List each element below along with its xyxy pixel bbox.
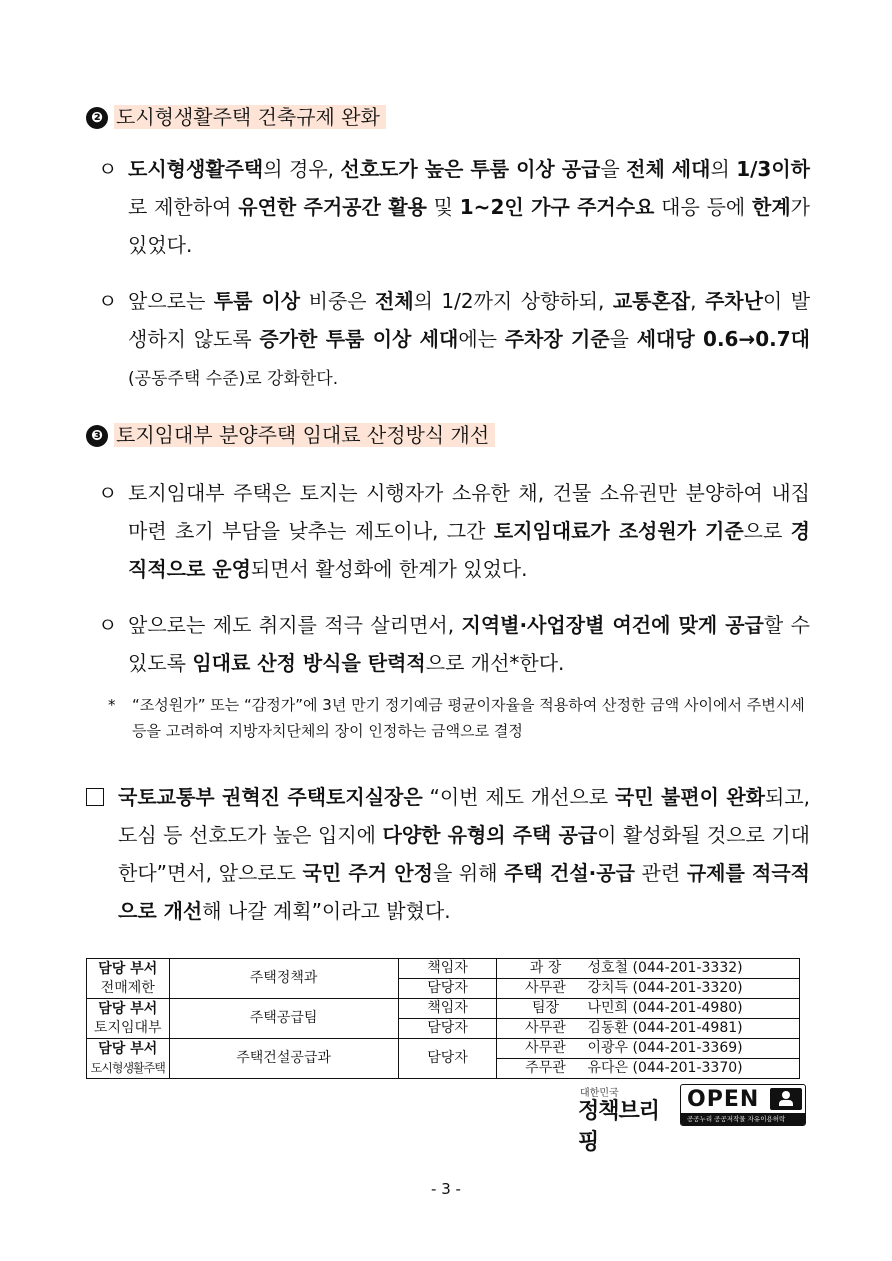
team-cell: 주택정책과 [169, 959, 398, 999]
team-cell: 주택공급팀 [169, 999, 398, 1039]
page-number: - 3 - [431, 1180, 461, 1198]
attribution-person-icon [770, 1088, 802, 1110]
body-text: 가 있었다. [128, 195, 810, 257]
emphasis-text: 국민 주거 안정 [302, 861, 433, 885]
dept-label: 담당 부서 [98, 1000, 158, 1017]
role-cell: 담당자 [398, 979, 497, 999]
person-cell [497, 959, 800, 979]
emphasis-text: 1~2인 가구 주거수요 [459, 195, 655, 219]
paragraph-1 [98, 150, 810, 264]
bullet-icon: ㅇ [98, 289, 118, 313]
emphasis-text: 국민 불편이 완화 [614, 785, 765, 809]
body-text: “이번 제도 개선으로 [422, 785, 615, 809]
body-text: 되고, 도심 등 선호도가 높은 입지에 [118, 785, 810, 847]
body-text: 이 발생하지 않도록 [128, 289, 811, 351]
emphasis-text: 증가한 투룸 이상 세대 [259, 327, 459, 351]
paragraph-4 [98, 606, 810, 682]
dept-subject: 전매제한 [100, 979, 155, 996]
emphasis-text: 국토교통부 권혁진 주택토지실장은 [118, 785, 423, 809]
body-text: 의 경우, [263, 157, 341, 181]
role-cell: 책임자 [398, 959, 497, 979]
body-text: 앞으로는 제도 취지를 적극 살리면서, [128, 613, 462, 637]
policy-briefing-logo: 대한민국 정책브리핑 [578, 1088, 660, 1155]
person-name: 강치득 (044-201-3320) [587, 980, 743, 996]
body-text: 의 [710, 157, 737, 181]
body-text: 로 제한하여 [128, 195, 239, 219]
body-text: 에는 [458, 327, 505, 351]
footnote [108, 692, 808, 744]
body-text: 비중은 [300, 289, 375, 313]
emphasis-text: 주택 건설·공급 [504, 861, 635, 885]
emphasis-text: 도시형생활주택 [128, 157, 264, 181]
dept-subject: 토지임대부 [93, 1019, 162, 1036]
body-text: 의 1/2까지 상향하되, [413, 289, 613, 313]
person-title: 주무관 [525, 1060, 566, 1076]
dept-label: 담당 부서 [98, 960, 158, 977]
person-title: 사무관 [525, 1040, 566, 1056]
role-cell: 담당자 [398, 1039, 497, 1079]
bullet-icon: ㅇ [98, 613, 118, 637]
emphasis-text: 주차장 기준 [504, 327, 610, 351]
footnote-text: “조성원가” 또는 “감정가”에 3년 만기 정기예금 평균이자율을 적용하여 산정한 금액 사이에서 주변시세 등을 고려하여 지방자치단체의 장이 인정하는 금액으로 결정 [132, 696, 805, 740]
section-number: ❷ [86, 107, 108, 129]
checkbox-square-icon [86, 788, 104, 806]
section-title: 토지임대부 분양주택 임대료 산정방식 개선 [114, 423, 495, 447]
emphasis-text: 경직적으로 운영 [128, 519, 810, 581]
kogl-open-logo: OPEN 공공누리 공공저작물 자유이용허락 [680, 1084, 806, 1126]
person-cell [497, 999, 800, 1019]
person-name: 이광우 (044-201-3369) [587, 1040, 743, 1056]
contact-table [86, 958, 800, 1079]
section-heading-2 [86, 102, 386, 132]
emphasis-text: 세대당 0.6→0.7대 [636, 327, 810, 351]
body-text: 할 수 있도록 [128, 613, 810, 675]
body-text: 토지임대부 주택은 토지는 시행자가 소유한 채, 건물 소유권만 분양하여 내집 마련 초기 부담을 낮추는 제도이나, 그간 [128, 481, 810, 543]
team-cell: 주택건설공급과 [169, 1039, 398, 1079]
body-text: (공동주택 수준)로 강화한다. [128, 369, 339, 389]
dept-label: 담당 부서 [98, 1040, 158, 1057]
person-cell [497, 1059, 800, 1079]
emphasis-text: 선호도가 높은 투룸 이상 공급 [340, 157, 601, 181]
person-name: 유다은 (044-201-3370) [587, 1060, 743, 1076]
emphasis-text: 전체 세대 [626, 157, 711, 181]
paragraph-body [128, 150, 810, 264]
body-text: 해 나갈 계획”이라고 밝혔다. [202, 899, 451, 923]
emphasis-text: 투룸 이상 [213, 289, 301, 313]
body-text: 이 활성화될 것으로 기대한다”면서, 앞으로도 [118, 823, 810, 885]
emphasis-text: 전체 [375, 289, 414, 313]
person-title: 과 장 [529, 960, 562, 976]
emphasis-text: 다양한 유형의 주택 공급 [382, 823, 598, 847]
dept-cell [87, 999, 170, 1039]
quote-body [118, 778, 810, 930]
paragraph-body [128, 474, 810, 588]
person-title: 팀장 [531, 1000, 559, 1016]
emphasis-text: 한계 [752, 195, 791, 219]
body-text: 으로 [743, 519, 791, 543]
body-text: 앞으로는 [128, 289, 214, 313]
person-cell [497, 979, 800, 999]
body-text: 을 [600, 157, 627, 181]
paragraph-body [128, 606, 810, 682]
paragraph-body [128, 282, 810, 398]
section-heading-3 [86, 420, 495, 450]
person-cell [497, 1019, 800, 1039]
body-text: , [690, 289, 705, 313]
dept-cell [87, 1039, 170, 1079]
person-name: 성호철 (044-201-3332) [587, 960, 743, 976]
body-text: 및 [426, 195, 460, 219]
paragraph-3 [98, 474, 810, 588]
bullet-icon: ㅇ [98, 481, 118, 505]
dept-subject: 도시형생활주택 [90, 1060, 165, 1075]
emphasis-text: 규제를 적극적으로 개선 [118, 861, 810, 923]
section-number: ❸ [86, 425, 108, 447]
person-cell [497, 1039, 800, 1059]
table-row [87, 999, 800, 1019]
bullet-icon: ㅇ [98, 157, 118, 181]
emphasis-text: 교통혼잡 [612, 289, 691, 313]
emphasis-text: 지역별·사업장별 여건에 맞게 공급 [461, 613, 764, 637]
body-text: 을 [609, 327, 637, 351]
body-text: 대응 등에 [654, 195, 753, 219]
role-cell: 책임자 [398, 999, 497, 1019]
role-cell: 담당자 [398, 1019, 497, 1039]
paragraph-2 [98, 282, 810, 398]
person-title: 사무관 [525, 1020, 566, 1036]
table-row [87, 959, 800, 979]
emphasis-text: 토지임대료가 조성원가 기준 [493, 519, 744, 543]
emphasis-text: 유연한 주거공간 활용 [238, 195, 427, 219]
table-row [87, 1039, 800, 1059]
dept-cell [87, 959, 170, 999]
person-name: 김동환 (044-201-4981) [587, 1020, 743, 1036]
emphasis-text: 주차난 [704, 289, 763, 313]
footnote-marker: * [108, 696, 116, 714]
emphasis-text: 임대료 산정 방식을 탄력적 [192, 651, 426, 675]
emphasis-text: 1/3이하 [736, 157, 810, 181]
body-text: 되면서 활성화에 한계가 있었다. [250, 557, 528, 581]
body-text: 을 위해 [432, 861, 505, 885]
section-title: 도시형생활주택 건축규제 완화 [114, 105, 386, 129]
person-title: 사무관 [525, 980, 566, 996]
person-name: 나민희 (044-201-4980) [587, 1000, 743, 1016]
body-text: 관련 [634, 861, 687, 885]
official-quote [86, 778, 810, 930]
body-text: 으로 개선*한다. [425, 651, 565, 675]
